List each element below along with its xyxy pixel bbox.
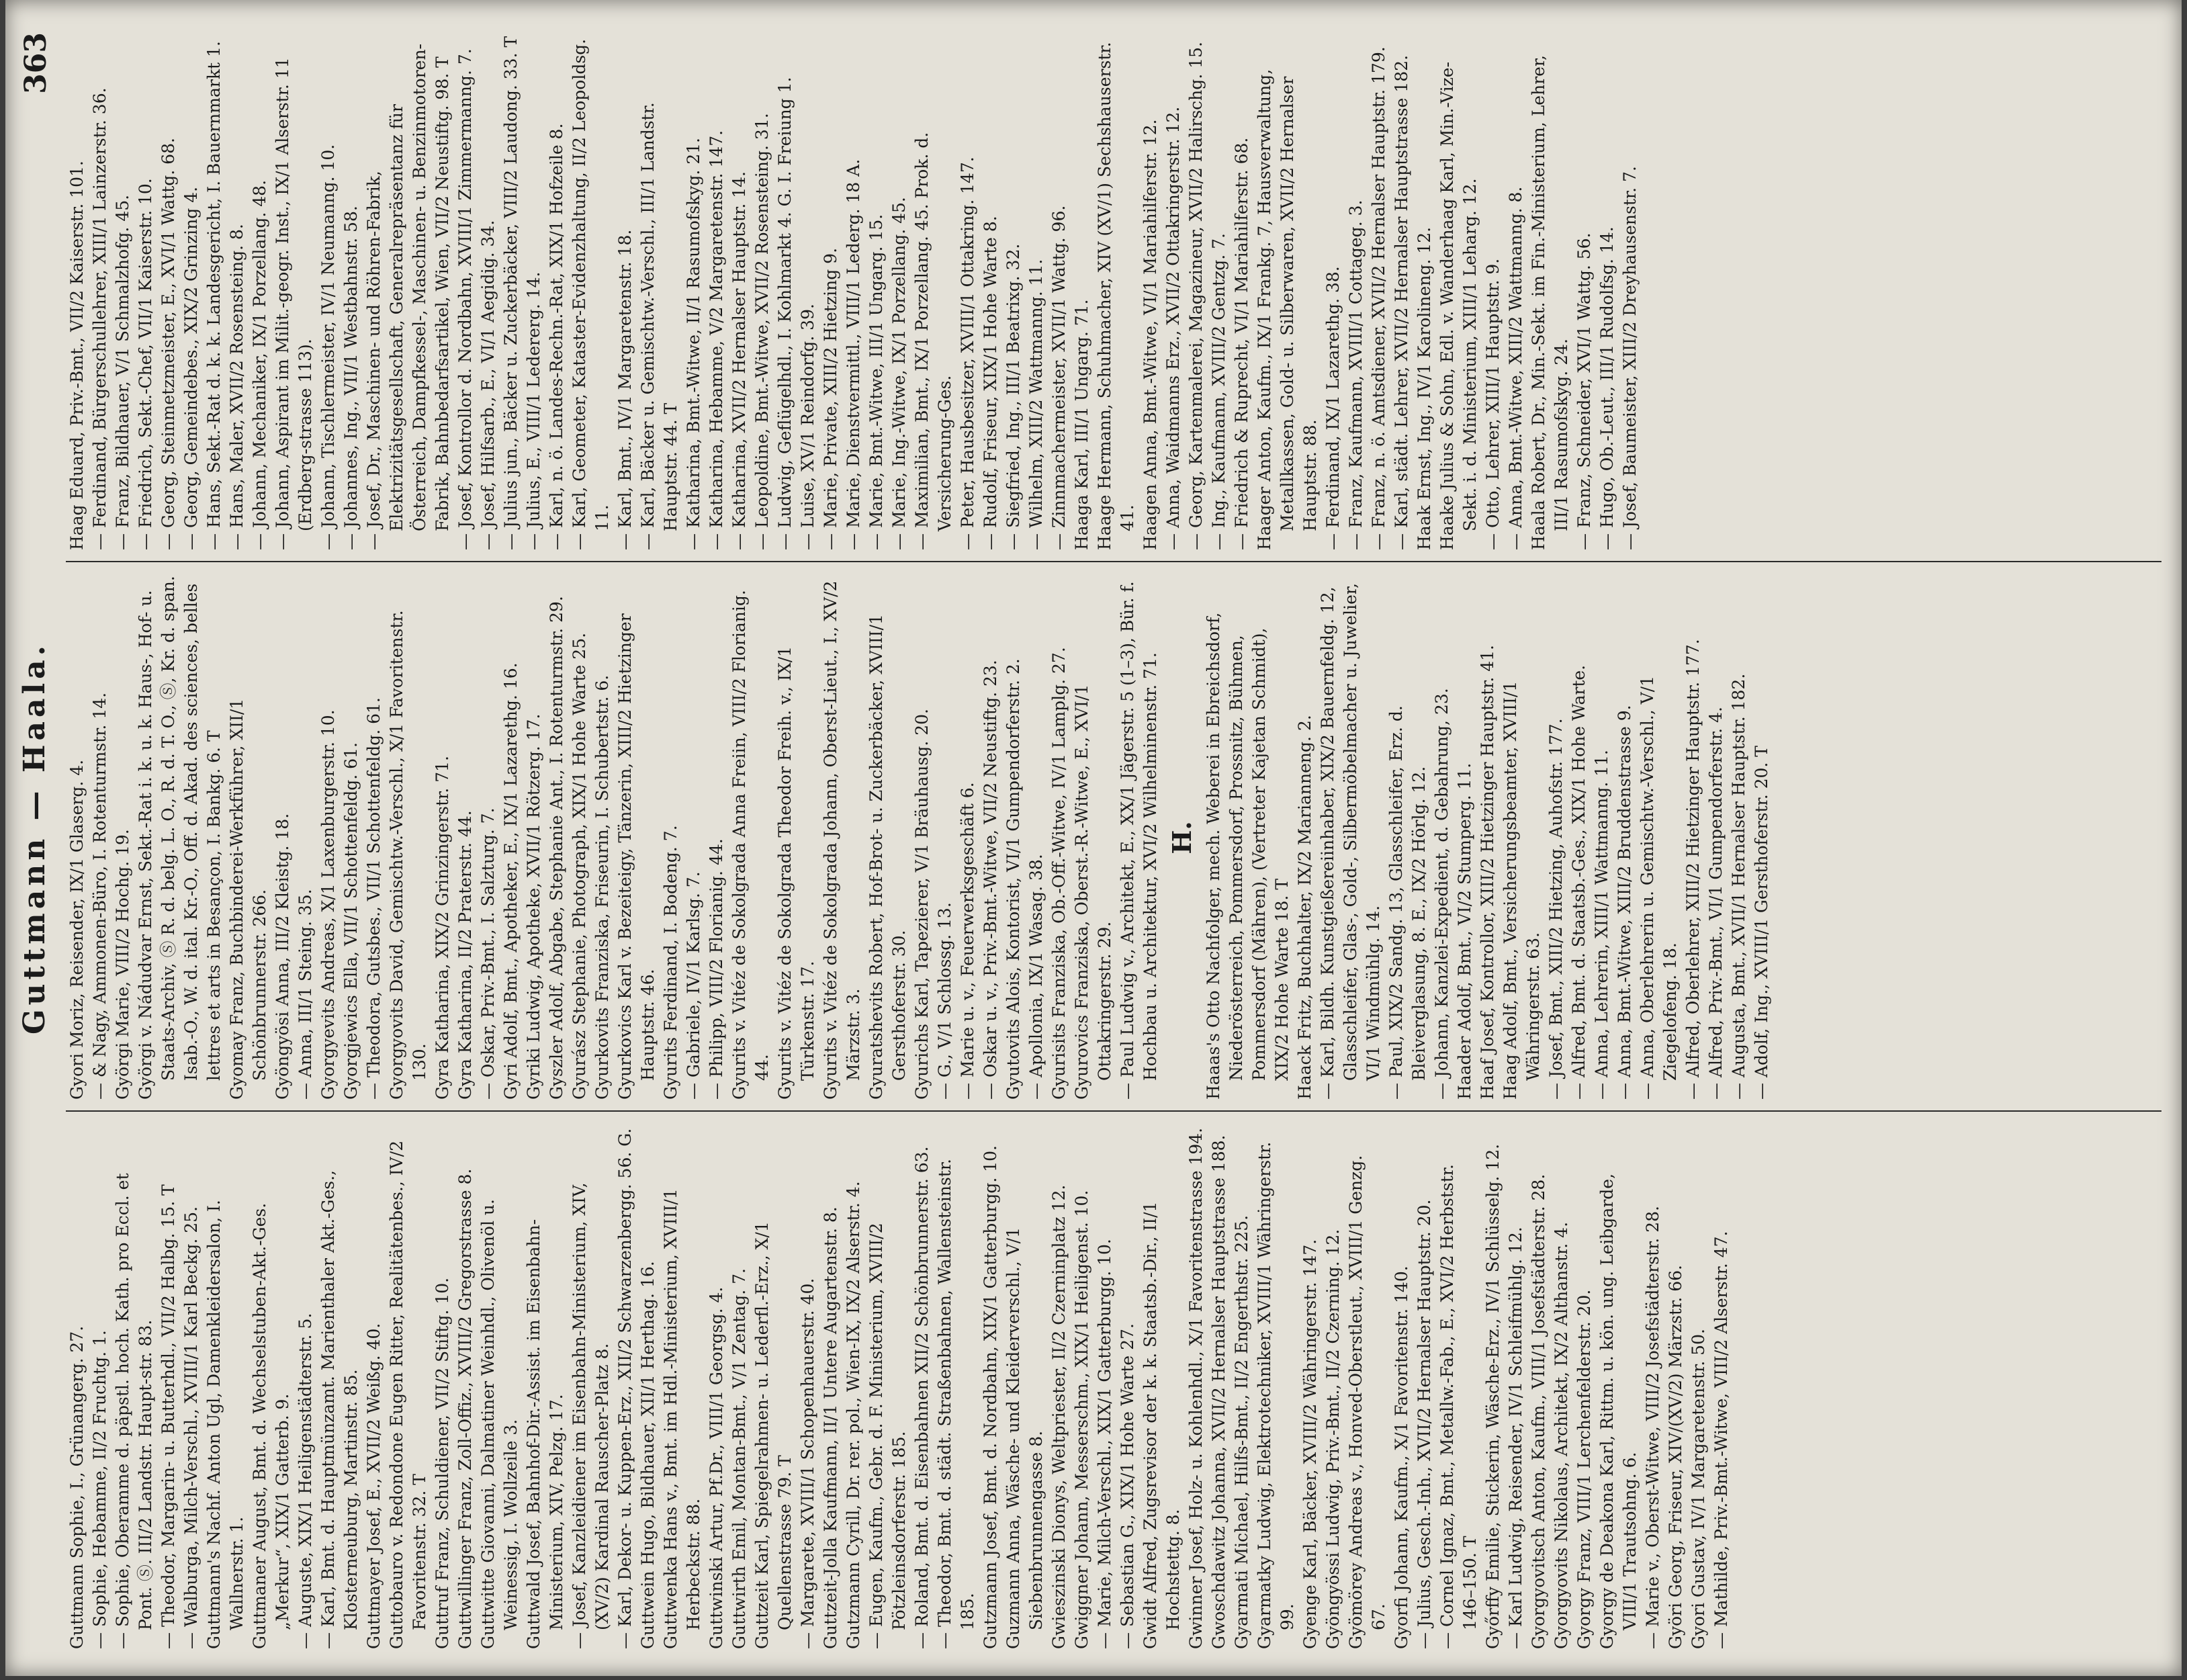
directory-entry: — Karl, städt. Lehrer, XVII/2 Hernalser Hauptstrasse 182.: [1392, 54, 1411, 550]
directory-entry: Guttwald Josef, Bahnhof-Dir.-Assist. im Eisenbahn-Ministerium, XIV, Pelzg. 17.: [524, 1219, 566, 1649]
directory-entry: — Maximilian, Bmt., IX/1 Porzellang. 45. Prok. d. Versicherung-Ges.: [912, 132, 954, 550]
directory-entry: — Luise, XV/1 Reindorfg. 39.: [798, 304, 817, 550]
directory-entry: — Alfred, Bmt. d. Staatsb.-Ges., XIX/1 Hohe Warte.: [1569, 664, 1589, 1100]
directory-entry: — Karl, Bmt., IV/1 Margaretenstr. 18.: [615, 229, 635, 550]
directory-entry: — Hans, Maler, XVII/2 Rosensteing. 8.: [227, 224, 247, 550]
directory-entry: Gyriki Ludwig, Apotheke, XVII/1 Rötzerg. 17.: [524, 713, 543, 1100]
directory-entry: Haader Adolf, Bmt., VI/2 Stumperg. 11.: [1455, 762, 1474, 1100]
directory-entry: — Siegfried, Ing., III/1 Beatrixg. 32.: [1003, 243, 1023, 550]
running-head: Guttmann — Haala.: [17, 641, 52, 1035]
directory-entry: — Marie v., Oberst-Witwe, VIII/2 Josefstädterstr. 28.: [1643, 1206, 1662, 1649]
directory-entry: Gyorgy Franz, VIII/1 Lerchenfelderstr. 20.: [1574, 1289, 1594, 1649]
directory-entry: Haager Anton, Kaufm., IX/1 Frankg. 7, Hausverwaltung, Metallkassen, Gold- u. Silberwaren, XVII/2 Hernalser Hauptstr. 88.: [1255, 69, 1320, 550]
directory-entry: — Zinnmachermeister, XVII/1 Wattg. 96.: [1049, 205, 1069, 550]
directory-entry: — Otto, Lehrer, XIII/1 Hauptstr. 9.: [1483, 258, 1503, 550]
directory-entry: — Alfred, Priv.-Bmt., VI/1 Gumpendorferstr. 4.: [1706, 707, 1726, 1100]
directory-entry: — Josef, Bmt., XIII/2 Hietzing, Auhofstr. 177.: [1546, 718, 1566, 1100]
directory-entry: — Katharina, XVII/2 Hernalser Hauptstr. 14.: [729, 171, 749, 550]
directory-entry: Guttobauro v. Redondone Eugen Ritter, Realitätenbes., IV/2 Favoritenstr. 32. T: [387, 1140, 429, 1649]
directory-entry: — G., V/1 Schlossg. 13.: [935, 902, 954, 1100]
directory-entry: — Wilhelm, XIII/2 Wattmanng. 11.: [1026, 259, 1046, 550]
directory-entry: — Gabriele, IV/1 Karlsg. 7.: [684, 871, 703, 1100]
directory-entry: Gyorgyovitsch Anton, Kaufm., VIII/1 Josefstädterstr. 28.: [1529, 1174, 1548, 1649]
directory-entry: — Johann, Mechaniker, IX/1 Porzellang. 48.: [250, 179, 269, 550]
directory-entry: — Sebastian G., XIX/1 Hohe Warte 27.: [1118, 1323, 1137, 1649]
directory-entry: Gyurits v. Vitéz de Sokolgrada Anna Freiin, VIII/2 Florianig. 44.: [729, 590, 772, 1100]
directory-entry: Gyorgy de Deakona Karl, Rittm. u. kön. ung. Leibgarde, VIII/1 Trautsohng. 6.: [1597, 1173, 1640, 1649]
directory-entry: — Friedrich, Sekt.-Chef, VII/1 Kaiserstr. 10.: [136, 178, 155, 550]
directory-entry: Guttzeit-Jolla Kaufmann, II/1 Untere Augartenstr. 8.: [821, 1206, 840, 1649]
directory-entry: Gyutovits Alois, Kontorist, VI/1 Gumpendorferstr. 2.: [1003, 658, 1023, 1100]
directory-entry: — Eugen, Kaufm., Gebr. d. F. Ministerium, XVIII/2 Pötzleinsdorferstr. 185.: [866, 1223, 909, 1649]
directory-entry: Gyarmati Michael, Hilfs-Bmt., II/2 Engerthstr. 225.: [1232, 1214, 1251, 1649]
directory-entry: Haagen Anna, Bmt.-Witwe, VI/1 Mariahilferstr. 12.: [1141, 119, 1160, 550]
directory-entry: Guttruf Franz, Schuldiener, VII/2 Stiftg. 10.: [433, 1277, 452, 1649]
directory-entry: — Leopoldine, Bmt.-Witwe, XVII/2 Rosensteing. 31.: [752, 113, 772, 550]
directory-entry: — Georg, Kartenmalerei, Magazineur, XVII/2 Halirschg. 15.: [1186, 42, 1206, 550]
directory-entry: — Theodor, Margarin- u. Butterhdl., VII/2 Halbg. 15. T: [159, 1184, 178, 1649]
directory-entry: Gyorgyovits Nikolaus, Architekt, IX/2 Althanstr. 4.: [1552, 1221, 1571, 1649]
directory-entry: — Anna, Waidmanns Erz., XVII/2 Ottakringerstr. 12.: [1163, 106, 1183, 550]
directory-entry: — Roland, Bmt. d. Eisenbahnen XII/2 Schönbrunnerstr. 63.: [912, 1146, 932, 1649]
directory-entry: — Marie, Milch-Verschl., XIX/1 Gatterburgg. 10.: [1095, 1239, 1114, 1649]
directory-entry: Gyöngyösi Anna, III/2 Kleistg. 18.: [273, 813, 292, 1100]
directory-entry: Haala Robert, Dr., Min.-Sekt. im Fin.-Ministerium, Lehrer, III/1 Rasumofskyg. 24.: [1529, 54, 1571, 550]
directory-entry: — Julius, Gesch.-Inh., XVII/2 Hernalser Hauptstr. 20.: [1415, 1199, 1434, 1649]
directory-entry: Guttzeit Karl, Spiegelrahmen- u. Lederfl.-Erz., X/1 Quellenstrasse 79. T: [752, 1221, 795, 1649]
directory-entry: — Peter, Hausbesitzer, XVIII/1 Ottakring. 147.: [958, 157, 977, 550]
directory-entry: — Ferdinand, IX/1 Lazarethg. 38.: [1323, 266, 1343, 550]
directory-entry: — Katharina, Hebamme, V/2 Margaretenstr. 147.: [707, 130, 726, 550]
directory-entry: — Theodora, Gutsbes., VII/1 Schottenfeldg. 61.: [364, 697, 384, 1100]
directory-entry: Gyori Gustav, IV/1 Margaretenstr. 50.: [1689, 1329, 1708, 1649]
directory-entry: — & Nagy, Ammonen-Büro, I. Rotenturmstr. 14.: [90, 692, 109, 1100]
directory-entry: — Anna, III/1 Steing. 35.: [296, 889, 315, 1100]
directory-entry: — Josef, Dr., Maschinen- und Röhren-Fabrik, Elektrizitätsgesellschaft, Generalrepräsentanz für Österreich, Dampfkessel-, Maschinen- u. Benzinmotoren-Fabrik, Bahnbedarfsartikel, Wien, VII/2 Neustiftg. 98. T: [364, 43, 452, 550]
directory-entry: — Karl, Bildh. Kunstgießereiinhaber, XIX/2 Bauernfeldg. 12, Glasschleifer, Glas-, Gold-, Silbermöbelmacher u. Juwelier, VI/1 Windmühlg. 14.: [1318, 582, 1383, 1100]
directory-entry: — Josef, Kontrollor d. Nordbahn, XVIII/1 Zimmermanng. 7.: [455, 48, 475, 550]
directory-entry: — Karl, Geometer, Kataster-Evidenzhaltung, II/2 Leopoldsg. 11.: [570, 38, 612, 550]
directory-entry: — Julius jun., Bäcker u. Zuckerbäcker, VIII/2 Laudong. 33. T: [501, 36, 521, 550]
directory-entry: — Sophie, Oberamme d. päpstl. hoch. Kath. pro Eccl. et Pont. Ⓢ. III/2 Landstr. Haupt-str. 83.: [113, 1173, 155, 1649]
directory-entry: Gyori Moriz, Reisender, IX/1 Glaserg. 4.: [67, 759, 87, 1100]
directory-entry: Gyurits v. Vitéz de Sokolgrada Theodor Freih. v., IX/1 Türkenstr. 17.: [775, 646, 817, 1100]
directory-entry: — Cornel Ignaz, Bmt., Metallw.-Fab., E., XVI/2 Herbststr. 146–150. T: [1437, 1164, 1480, 1649]
directory-entry: — Franz, Bildhauer, V/1 Schmalzhofg. 45.: [113, 194, 132, 550]
directory-entry: Gyömörey Andreas v., Honved-Oberstleut., XVIII/1 Genzg. 67.: [1346, 1155, 1388, 1649]
directory-entry: Gyra Katharina, XIX/2 Grinzingerstr. 71.: [433, 756, 452, 1100]
directory-entry: Gutzmann Cyrill, Dr. rer. pol., Wien-IX, IX/2 Alserstr. 4.: [844, 1181, 863, 1649]
directory-entry: Gyorfi Johann, Kaufm., X/1 Favoritenstr. 140.: [1392, 1266, 1411, 1649]
directory-entry: Gyurichs Karl, Tapezierer, V/1 Bräuhausg. 20.: [912, 709, 932, 1100]
directory-entry: Guttwillinger Franz, Zoll-Offiz., XVIII/2 Gregorstrasse 8.: [455, 1168, 475, 1649]
directory-entry: Gwoschdawitz Johanna, XVII/2 Hernalser Hauptstrasse 188.: [1209, 1135, 1229, 1649]
column-right: [66, 26, 2161, 550]
directory-entry: Gyurkovics Karl v. Bezeiteigy, Tänzerin, XIII/2 Hietzinger Hauptstr. 46.: [615, 613, 658, 1100]
directory-entry: Guttmayer Josef, E., XVII/2 Weißg. 40.: [364, 1323, 384, 1649]
directory-entry: — Josef, Baumeister, XIII/2 Dreyhausenstr. 7.: [1620, 166, 1640, 550]
directory-entry: — Oskar, Priv.-Bmt., I. Salzturg. 7.: [478, 807, 498, 1100]
directory-entry: — Karl, Bäcker u. Gemischtw.-Verschl., III/1 Landstr. Hauptstr. 44. T: [638, 102, 680, 550]
directory-entry: Györgi Marie, VIII/2 Hochg. 19.: [113, 829, 132, 1100]
directory-entry: — Marie, Dienstvermittl., VIII/1 Lederg. 18 A.: [844, 159, 863, 550]
directory-entry: Haag Adolf, Bmt., Versicherungsbeamter, XVIII/1 Währingerstr. 63.: [1501, 680, 1543, 1100]
directory-entry: — Hans, Sekt.-Rat d. k. k. Landesgericht, I. Bauernmarkt 1.: [204, 41, 224, 550]
directory-entry: — Johann, Tischlermeister, IV/1 Neumanng. 10.: [318, 144, 338, 550]
directory-entry: Gyorgyevits Andreas, X/1 Laxenburgerstr. 10.: [318, 709, 338, 1100]
directory-entry: Gyurovics Franziska, Oberst.-R.-Witwe, E., XVI/1 Ottakringerstr. 29.: [1072, 684, 1114, 1100]
directory-entry: — Alfred, Oberlehrer, XIII/2 Hietzinger Hauptstr. 177.: [1683, 639, 1703, 1100]
directory-entry: Györi Georg, Friseur, XIV/(XV/2) Märzstr. 66.: [1666, 1265, 1685, 1649]
column-left: [66, 1125, 2161, 1649]
directory-entry: — Mathilde, Priv.-Bmt.-Witwe, VIII/2 Alserstr. 47.: [1711, 1231, 1731, 1649]
directory-entry: — Johannes, Ing., VII/1 Westbahnstr. 58.: [341, 206, 361, 550]
directory-entry: Gyurits v. Vitéz de Sokolgrada Johann, Oberst-Lieut., I., XV/2 Märzstr. 3.: [821, 580, 863, 1100]
directory-entry: — Theodor, Bmt. d. städt. Straßenbahnen, Wallensteinstr. 185.: [935, 1159, 977, 1649]
directory-entry: — Anna, Bmt.-Witwe, XIII/2 Bruddenstrasse 9.: [1615, 705, 1634, 1100]
directory-entry: Guttwirth Emil, Montan-Bmt., V/1 Zentag. 7.: [729, 1268, 749, 1649]
directory-entry: — Auguste, XIX/1 Heiligenstädterstr. 5.: [296, 1313, 315, 1649]
directory-entry: — Sophie, Hebamme, II/2 Fruchtg. 1.: [90, 1330, 109, 1649]
directory-entry: — Franz, Kaufmann, XVIII/1 Cottageg. 3.: [1346, 200, 1366, 550]
directory-entry: Gyurits Ferdinand, I. Bodeng. 7.: [661, 825, 680, 1100]
directory-entry: — Karl Ludwig, Reisender, IV/1 Schleifmühlg. 12.: [1506, 1227, 1525, 1649]
directory-entry: — Margarete, XVIII/1 Schopenhauerstr. 40.: [798, 1278, 817, 1649]
directory-entry: — Anna, Lehrerin, XIII/1 Wattmanng. 11.: [1592, 750, 1611, 1100]
directory-entry: — Karl, Dekor- u. Kuppen-Erz., XII/2 Schwarzenbergg. 56. G.: [615, 1128, 635, 1649]
directory-entry: Guttmann's Nachf. Anton Ugl, Damenkleidersalon, I. Wallnerstr. 1.: [204, 1200, 247, 1649]
directory-entry: Gyorgyovits David, Gemischtw.-Verschl., X/1 Favoritenstr. 130.: [387, 610, 429, 1100]
directory-entry: Gyarmatky Ludwig, Elektrotechniker, XVIII/1 Währingerstr. 99.: [1255, 1141, 1297, 1649]
directory-entry: — Ludwig, Geflügelhdl., I. Kohlmarkt 4. G. I. Freiung 1.: [775, 77, 795, 550]
directory-entry: — Apollonia, IX/1 Wasag. 38.: [1026, 854, 1046, 1100]
page-number: 363: [19, 32, 53, 94]
directory-entry: — Josef, Kanzleidiener im Eisenbahn-Ministerium, XIV, (XV/2) Kardinal Rauscher-Platz 8.: [570, 1182, 612, 1649]
directory-entry: Gwieszinski Dionys, Weltpriester, II/2 Czerninplatz 12.: [1049, 1184, 1069, 1649]
directory-entry: Gyuratshevits Robert, Hof-Brot- u. Zuckerbäcker, XVIII/1 Gersthoferstr. 30.: [866, 614, 909, 1100]
directory-entry: — Oskar u. v., Priv.-Bmt.-Witwe, VII/2 Neustiftg. 23.: [981, 660, 1000, 1100]
directory-entry: Gwidt Alfred, Zugsrevisor der k. k. Staatsb.-Dir., II/1 Hochstettg. 8.: [1141, 1201, 1183, 1649]
directory-entry: — Paul Ludwig v., Architekt, E., XX/1 Jägerstr. 5 (1–3), Bür. f. Hochbau u. Architektur, XVI/2 Wilhelminenstr. 71.: [1118, 581, 1160, 1100]
directory-entry: — Walburga, Milch-Verschl., XVIII/1 Karl Beckg. 25.: [181, 1206, 201, 1649]
directory-entry: — Marie, Ing.-Witwe, IX/1 Porzellang. 45.: [889, 197, 909, 550]
directory-entry: Haake Julius & Sohn, Edl. v. Wanderhaag Karl, Min.-Vize-Sekt. i. d. Ministerium, XIII/1 Leharg. 12.: [1437, 61, 1480, 550]
directory-entry: Gyszler Adolf, Abgabe, Stephanie Ant., I. Rotenturmstr. 29.: [547, 596, 566, 1100]
directory-entry: — Augusta, Bmt., XVII/1 Hernalser Hauptstr. 182.: [1729, 673, 1748, 1100]
directory-entry: — Karl, Bmt. d. Hauptmünzamt. Marienthaler Akt.-Ges., Klosterneuburg, Martinstr. 85.: [318, 1170, 361, 1649]
directory-entry: Gyurkovits Franziska, Friseurin, I. Schubertstr. 6.: [592, 674, 612, 1100]
column-divider: [66, 1110, 2161, 1112]
directory-entry: — Hugo, Ob.-Leut., III/1 Rudolfsg. 14.: [1597, 226, 1617, 550]
directory-entry: — Julius, E., VIII/1 Ledererg. 14.: [524, 271, 543, 550]
page-header: [17, 27, 58, 1649]
directory-entry: Györgi v. Nádudvar Ernst, Sekt.-Rat i. k. u. k. Haus-, Hof- u. Staats-Archiv, Ⓢ R. d. belg. L. O., R. d. T. O., Ⓢ, Kr. d. span. Isab.-O., W. d. ital. Kr.-O., Off. d. Akad. des sciences, belles lettres et arts in Besançon, I. Bankg. 6. T: [136, 576, 224, 1100]
directory-entry: — Anna, Bmt.-Witwe, XIII/2 Wattmanng. 8.: [1506, 186, 1525, 550]
directory-page: [5, 0, 2182, 1676]
directory-entry: — Georg, Gemeindebes., XIX/2 Grinzing 4.: [181, 186, 201, 550]
directory-entry: — Philipp, VIII/2 Florianig. 44.: [707, 838, 726, 1100]
directory-entry: — Paul, XIX/2 Sandg. 13, Glasschleifer, Erz. d. Bleiverglasung, 8. E., IX/2 Hörlg. 12.: [1386, 705, 1429, 1100]
directory-entry: — Georg, Steinmetzmeister, E., XVI/1 Wattg. 68.: [159, 138, 178, 550]
directory-entry: Haaf Josef, Kontrollor, XIII/2 Hietzinger Hauptstr. 41.: [1478, 644, 1497, 1100]
directory-entry: — Ing., Kaufmann, XVIII/2 Gentzg. 7.: [1209, 233, 1229, 550]
directory-entry: Haack Fritz, Buchhalter, IX/2 Marianneng. 2.: [1295, 715, 1314, 1100]
directory-entry: Gyomay Franz, Buchbinderei-Werkführer, XII/1 Schönbrunnerstr. 266.: [227, 698, 269, 1100]
directory-entry: — Johann, Aspirant im Milit.-geogr. Inst., IX/1 Alserstr. 11 (Erdberg-strasse 113).: [273, 57, 315, 550]
column-divider: [66, 561, 2161, 562]
directory-entry: Gwiggner Johann, Messerschm., XIX/1 Heiligenst. 10.: [1072, 1190, 1091, 1649]
directory-entry: Haak Ernst, Ing., IV/1 Karolineng. 12.: [1415, 226, 1434, 550]
directory-entry: Guttwinski Artur, Pf.Dr., VIII/1 Georgsg. 4.: [707, 1286, 726, 1649]
directory-entry: — Franz, Schneider, XVI/1 Wattg. 56.: [1574, 232, 1594, 550]
directory-entry: Guttmann Sophie, I., Grünangerg. 27.: [67, 1325, 87, 1649]
directory-entry: — Josef, Hilfsarb., E., VI/1 Aegidig. 34.: [478, 220, 498, 550]
directory-entry: Haaga Karl, III/1 Ungarg. 71.: [1072, 299, 1091, 550]
directory-entry: — Anna, Oberlehrerin u. Gemischtw.-Verschl., V/1 Ziegelofeng. 18.: [1638, 676, 1680, 1100]
directory-entry: — Friedrich & Ruprecht, VI/1 Mariahilferstr. 68.: [1232, 137, 1251, 550]
directory-entry: Guttwenka Hans v., Bmt. im Hdl.-Ministerium, XVIII/1 Herbeckstr. 88.: [661, 1188, 703, 1649]
directory-entry: Gutzmann Josef, Bmt. d. Nordbahn, XIX/1 Gatterburgg. 10.: [981, 1145, 1000, 1649]
directory-entry: Gyenge Karl, Bäcker, XVIII/2 Währingerstr. 147.: [1300, 1239, 1320, 1649]
directory-entry: Haage Hermann, Schuhmacher, XIV (XV/1) Sechshauserstr. 41.: [1095, 42, 1137, 550]
directory-entry: Gwinner Josef, Holz- u. Kohlenhdl., X/1 Favoritenstrasse 194.: [1186, 1127, 1206, 1649]
section-letter: H.: [1167, 821, 1197, 854]
directory-entry: — Johann, Kanzlei-Expedient, d. Gebahrung, 23.: [1432, 688, 1452, 1100]
directory-entry: — Adolf, Ing., XVIII/1 Gersthoferstr. 20. T: [1752, 746, 1771, 1100]
directory-entry: Guttwein Hugo, Bildhauer, XII/1 Herthag. 16.: [638, 1261, 658, 1649]
directory-entry: — Ferdinand, Bürgerschullehrer, XIII/1 Lainzerstr. 36.: [90, 87, 109, 550]
directory-entry: Guzmann Anna, Wäsche- und Kleiderverschl., V/1 Siebenbrunnengasse 8.: [1003, 1227, 1046, 1649]
directory-entry: Guttmaner August, Bmt. d. Wechselstuben-Akt.-Ges. „Merkur“, XIX/1 Gatterb. 9.: [250, 1202, 292, 1649]
directory-entry: — Karl, n. ö. Landes-Rechn.-Rat, XIX/1 Hofzeile 8.: [547, 123, 566, 550]
directory-entry: — Katharina, Bmt.-Witwe, II/1 Rasumofskyg. 21.: [684, 138, 703, 550]
directory-entry: Győrffy Emilie, Stickerin, Wäsche-Erz., IV/1 Schlüsselg. 12.: [1483, 1143, 1503, 1649]
directory-entry: — Marie, Private, XIII/2 Hietzing 9.: [821, 247, 840, 550]
directory-entry: Gyurász Stephanie, Photograph, XIX/1 Hohe Warte 25.: [570, 632, 589, 1100]
directory-entry: Gyöngyössi Ludwig, Priv.-Bmt., II/2 Czerning. 12.: [1323, 1229, 1343, 1649]
directory-entry: Gyurisits Franziska, Ob.-Off.-Witwe, IV/1 Lamplg. 27.: [1049, 647, 1069, 1100]
directory-entry: — Franz, n. ö. Amtsdiener, XVII/2 Hernalser Hauptstr. 179.: [1369, 46, 1388, 550]
directory-entry: Gyri Adolf, Bmt., Apotheker, E., IX/1 Lazarethg. 16.: [501, 662, 521, 1100]
directory-entry: — Marie, Bmt.-Witwe, III/1 Ungarg. 15.: [866, 214, 886, 550]
directory-entry: Haaas's Otto Nachfolger, mech. Weberei in Ebreichsdorf, Niederösterreich, Pommersdorf, Prossnitz, Bühmen, Pommersdorf (Mähren), (Vertreter Kajetan Schmidt), XIX/2 Hohe Warte 18. T: [1204, 612, 1292, 1100]
directory-entry: Guttwitte Giovanni, Dalmatiner Weinhdl., Olivenöl u. Weinessig, I. Wollzeile 3.: [478, 1199, 521, 1649]
directory-entry: Gyra Katharina, II/2 Praterstr. 44.: [455, 810, 475, 1100]
directory-entry: — Rudolf, Friseur, XIX/1 Hohe Warte 8.: [981, 216, 1000, 550]
directory-entry: Gyorgjewics Ella, VII/1 Schottenfeldg. 61.: [341, 742, 361, 1100]
directory-entry: — Marie u. v., Feuerwerksgeschäft 6.: [958, 782, 977, 1100]
directory-entry: Haag Eduard, Priv.-Bmt., VII/2 Kaiserstr. 101.: [67, 161, 87, 550]
column-middle: [66, 576, 2161, 1100]
